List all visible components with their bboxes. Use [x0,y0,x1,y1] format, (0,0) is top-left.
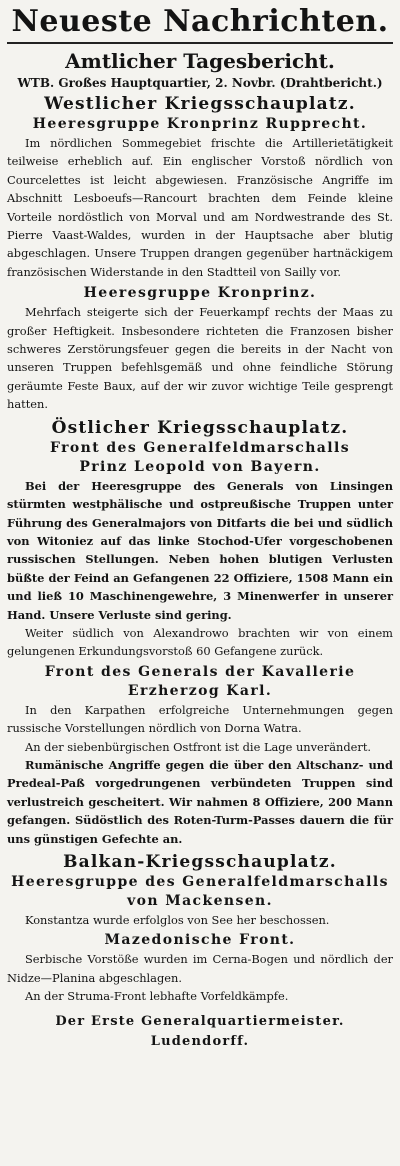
balkan-group-heading-line2: von Mackensen. [127,893,273,909]
east-heading: Östlicher Kriegsschauplatz. [51,417,349,438]
masthead: Neueste Nachrichten. [11,4,389,39]
balkan-text1: Konstantza wurde erfolglos von See her beschossen. [25,913,330,927]
macedonian-heading: Mazedonische Front. [104,932,296,949]
west-group1-heading: Heeresgruppe Kronprinz Rupprecht. [32,116,368,132]
macedonian-text1: Serbische Vorstöße wurden im Cerna-Bogen und nördlich der Nidze—Planina abgeschlagen. [7,952,393,985]
signature-line1: Der Erste Generalquartiermeister. [55,1013,345,1029]
masthead-rule [7,42,393,44]
east-front2-heading-line1: Front des Generals der Kavallerie [44,663,356,680]
east-front1-text2: Weiter südlich von Alexandrowo brachten wir von einem gelungenen Erkundungsvorstoß 60 Gefangene zurück. [7,625,393,659]
east-front1-heading-line1: Front des Generalfeldmarschalls [50,439,350,456]
west-group2-heading: Heeresgruppe Kronprinz. [83,285,317,302]
east-front2-bold-text: Rumänische Angriffe gegen die über den Altschanz- und Predeal-Paß vorgedrungenen verbündeten Truppen sind verlustreich gescheitert. Wir nahmen 8 Offiziere, 200 Mann gefangen. Südöstlich des Roten-Turm-Passes dauern die für uns günstigen Gefechte an. [7,757,393,846]
macedonian-text2: An der Struma-Front lebhafte Vorfeldkämpfe. [25,989,289,1004]
east-front1-heading-line2: Prinz Leopold von Bayern. [79,458,321,475]
east-front2-text2: An der siebenbürgischen Ostfront ist die Lage unverändert. [25,739,372,754]
report-title: Amtlicher Tagesbericht. [65,49,335,73]
east-front2-text1: In den Karpathen erfolgreiche Unternehmungen gegen russische Vorstellungen nördlich von Dorna Watra. [7,702,393,736]
west-heading: Westlicher Kriegsschauplatz. [44,94,356,114]
west-group1-text: Im nördlichen Sommegebiet frischte die Artillerietätigkeit teilweise erheblich auf. Ein englischer Vorstoß nördlich von Courcelettes ist leicht abgewiesen. Französische Angriffe im Abschnitt Lesboeufs—Rancourt brachten dem Feinde kleine Vorteile nordöstlich von Morval und am Nordwestrande des St. Pierre Vaast-Waldes, wurden in der Hauptsache aber blutig abgeschlagen. Unsere Truppen drangen gegenüber hartnäckigem französischen Widerstande in den Stadtteil von Sailly vor. [7,136,393,279]
west-group2-text: Mehrfach steigerte sich der Feuerkampf rechts der Maas zu großer Heftigkeit. Insbesondere richteten die Franzosen bisher schweres Zerstörungsfeuer gegen die bereits in der Nacht von unseren Truppen befehlsgemäß und ohne feindliche Störung geräumte Feste Baux, auf der wir zuvor wichtige Teile gesprengt hatten. [7,305,393,412]
dateline: WTB. Großes Hauptquartier, 2. Novbr. (Drahtbericht.) [17,76,383,90]
east-front1-bold-text: Bei der Heeresgruppe des Generals von Linsingen stürmten westphälische und ostpreußische Truppen unter Führung des Generalmajors von Ditfarts die bei und südlich von Witoniez auf das linke Stochod-Ufer vorgeschobenen russischen Stellungen. Neben hohen blutigen Verlusten büßte der Feind an Gefangenen 22 Offiziere, 1508 Mann ein und ließ 10 Maschinengewehre, 3 Minenwerfer in unserer Hand. Unsere Verluste sind gering. [7,478,393,622]
east-front2-heading-line2: Erzherzog Karl. [127,682,273,699]
balkan-group-heading-line1: Heeresgruppe des Generalfeldmarschalls [11,874,389,890]
signature-line2: Ludendorff. [150,1033,250,1049]
balkan-heading: Balkan-Kriegsschauplatz. [63,852,337,872]
